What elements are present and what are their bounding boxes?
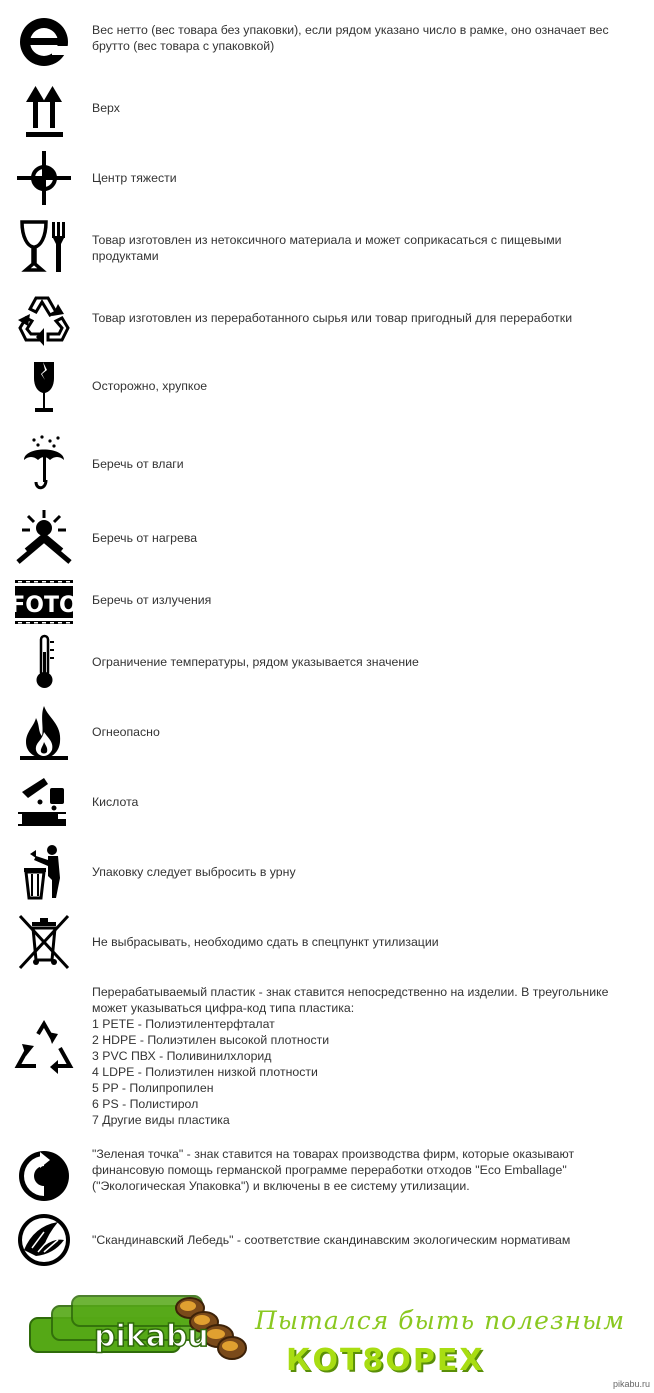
umbrella-icon [14, 432, 74, 492]
description-line: 7 Другие виды пластика [92, 1113, 230, 1127]
watermark: pikabu.ru [612, 1379, 650, 1389]
svg-text:FOTO: FOTO [10, 593, 78, 618]
description-line: Беречь от нагрева [92, 531, 198, 545]
description-line: "Зеленая точка" - знак ставится на товарах производства фирм, которые оказывают [92, 1147, 575, 1161]
symbol-description [92, 530, 644, 546]
green-dot-icon [14, 1146, 74, 1206]
svg-text:pikabu: pikabu [94, 1319, 209, 1354]
acid-icon [14, 772, 74, 832]
slogan-text: Пытался быть полезным [255, 1306, 626, 1335]
symbol-description [92, 232, 644, 264]
plastic-recycle-icon [14, 1020, 74, 1080]
description-line: Огнеопасно [92, 725, 160, 739]
symbol-description [92, 794, 644, 810]
author-name: КОТ8ОРЕХ [286, 1343, 485, 1378]
description-line: ("Экологическая Упаковка") и включены в ее систему утилизации. [92, 1179, 470, 1193]
symbol-description [92, 934, 644, 950]
description-line: 1 PETE - Полиэтилентерфталат [92, 1017, 275, 1031]
symbol-description [92, 654, 644, 670]
symbol-description [92, 310, 644, 326]
symbol-description [92, 1232, 644, 1248]
description-line: "Скандинавский Лебедь" - соответствие скандинавским экологическим нормативам [92, 1233, 571, 1247]
description-line: 5 PP - Полипропилен [92, 1081, 214, 1095]
description-line: Центр тяжести [92, 171, 177, 185]
e-mark-icon [14, 12, 74, 72]
description-line: Осторожно, хрупкое [92, 379, 208, 393]
recycle-icon [14, 288, 74, 348]
symbol-description [92, 456, 644, 472]
this-way-up-icon [14, 80, 74, 140]
description-line: Не выбрасывать, необходимо сдать в спецпункт утилизации [92, 935, 439, 949]
symbol-description [92, 984, 644, 1128]
description-line: Беречь от влаги [92, 457, 184, 471]
description-line: Беречь от излучения [92, 593, 212, 607]
symbol-description [92, 1146, 644, 1194]
sun-heat-icon [14, 508, 74, 568]
description-line: продуктами [92, 249, 159, 263]
symbol-description [92, 100, 644, 116]
crossed-bin-icon [14, 912, 74, 972]
footer-banner [0, 1280, 654, 1393]
symbol-description [92, 378, 644, 394]
description-line: Вес нетто (вес товара без упаковки), если рядом указано число в рамке, оно означает вес [92, 23, 609, 37]
description-line: 3 PVC ПВХ - Поливинилхлорид [92, 1049, 272, 1063]
flame-icon [14, 702, 74, 762]
description-line: Товар изготовлен из нетоксичного материала и может соприкасаться с пищевыми [92, 233, 562, 247]
description-line: Перерабатываемый пластик - знак ставится непосредственно на изделии. В треугольнике [92, 985, 609, 999]
description-line: Верх [92, 101, 120, 115]
symbol-description [92, 170, 644, 186]
thermometer-icon [14, 632, 74, 692]
tidy-man-icon [14, 842, 74, 902]
symbol-description [92, 724, 644, 740]
pikabu-logo [22, 1288, 247, 1368]
foto-icon [10, 574, 78, 634]
fragile-glass-icon [14, 356, 74, 416]
description-line: Кислота [92, 795, 139, 809]
description-line: 2 HDPE - Полиэтилен высокой плотности [92, 1033, 330, 1047]
food-safe-icon [14, 216, 74, 276]
description-line: Ограничение температуры, рядом указывается значение [92, 655, 419, 669]
nordic-swan-icon [14, 1210, 74, 1270]
symbol-description [92, 22, 644, 54]
description-line: финансовую помощь германской программе переработки отходов "Eco Emballage" [92, 1163, 567, 1177]
description-line: может указываться цифра-код типа пластика: [92, 1001, 355, 1015]
description-line: Товар изготовлен из переработанного сырья или товар пригодный для переработки [92, 311, 573, 325]
symbol-description [92, 592, 644, 608]
symbol-description [92, 864, 644, 880]
description-line: Упаковку следует выбросить в урну [92, 865, 296, 879]
description-line: брутто (вес товара с упаковкой) [92, 39, 275, 53]
description-line: 4 LDPE - Полиэтилен низкой плотности [92, 1065, 318, 1079]
center-of-gravity-icon [14, 148, 74, 208]
description-line: 6 PS - Полистирол [92, 1097, 199, 1111]
